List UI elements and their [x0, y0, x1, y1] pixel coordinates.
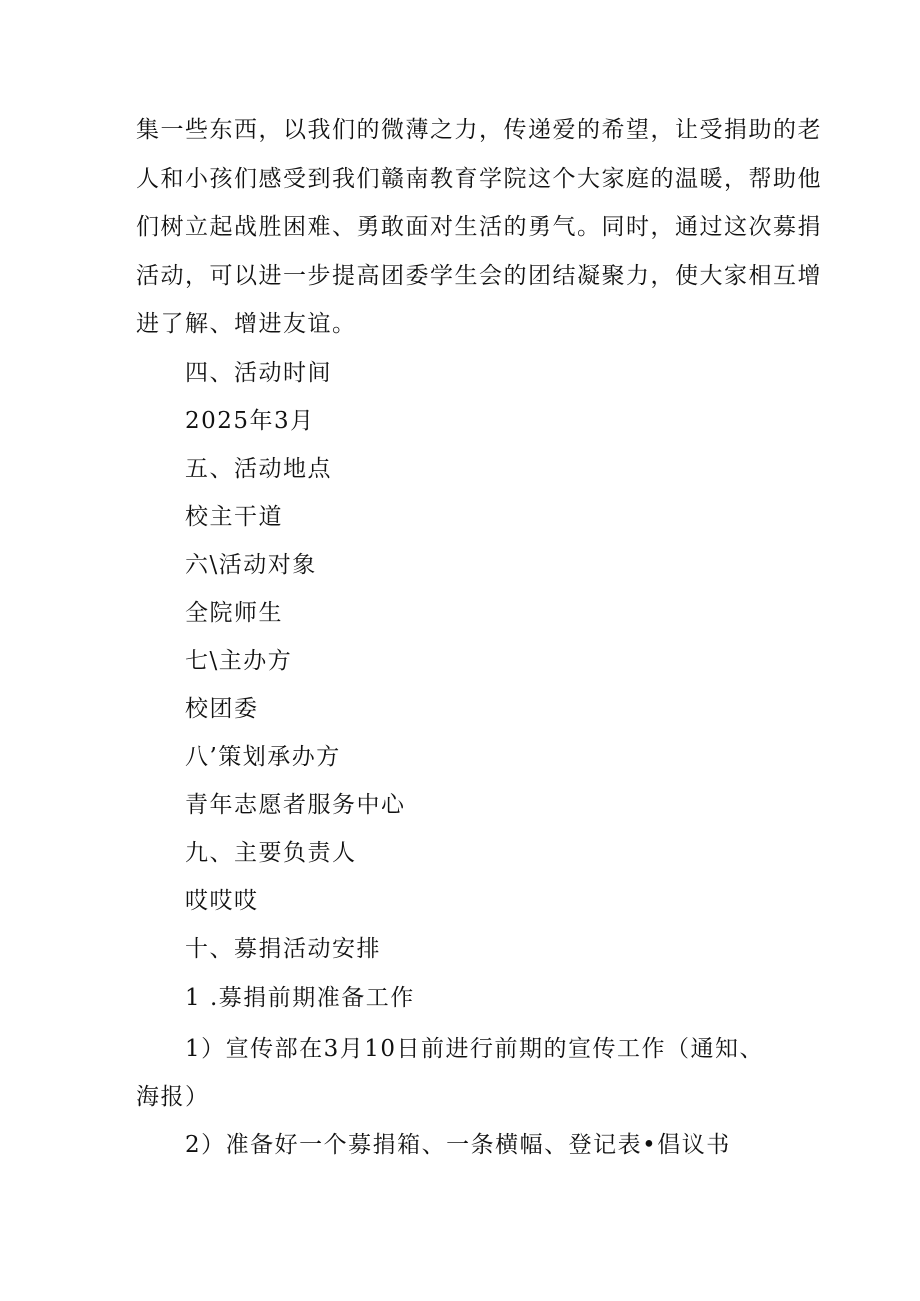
- intro-line: 们树立起战胜困难、勇敢面对生活的勇气。同时，通过这次募捐: [136, 214, 822, 240]
- organizer-value: 青年志愿者服务中心: [185, 792, 406, 818]
- lead-value: 哎哎哎: [185, 888, 259, 914]
- step-1-text-continued: 海报）: [136, 1084, 210, 1110]
- intro-paragraph: [136, 106, 822, 349]
- section-heading-host: 七\主办方: [185, 648, 293, 674]
- section-heading-audience: 六\活动对象: [185, 552, 317, 578]
- subsection-preparation: 1 .募捐前期准备工作: [185, 985, 415, 1011]
- section-heading-organizer: 八’策划承办方: [185, 744, 341, 770]
- intro-line: 集一些东西，以我们的微薄之力，传递爱的希望，让受捐助的老: [136, 117, 822, 143]
- step-2-text: 2）准备好一个募捐箱、一条横幅、登记表•倡议书: [185, 1132, 731, 1158]
- section-heading-time: 四、活动时间: [185, 360, 332, 386]
- host-value: 校团委: [185, 696, 259, 722]
- section-heading-schedule: 十、募捐活动安排: [185, 936, 381, 962]
- intro-line: 进了解、增进友谊。: [136, 311, 357, 337]
- section-heading-location: 五、活动地点: [185, 456, 332, 482]
- intro-line: 活动，可以进一步提高团委学生会的团结凝聚力，使大家相互增: [136, 262, 822, 289]
- intro-line: 人和小孩们感受到我们赣南教育学院这个大家庭的温暖，帮助他: [136, 165, 822, 192]
- activity-time-value: 2025年3月: [185, 408, 315, 434]
- step-1-text: 1）宣传部在3月10日前进行前期的宣传工作（通知、: [185, 1036, 765, 1062]
- section-heading-lead: 九、主要负责人: [185, 840, 357, 866]
- activity-audience-value: 全院师生: [185, 600, 283, 626]
- activity-location-value: 校主干道: [185, 504, 283, 530]
